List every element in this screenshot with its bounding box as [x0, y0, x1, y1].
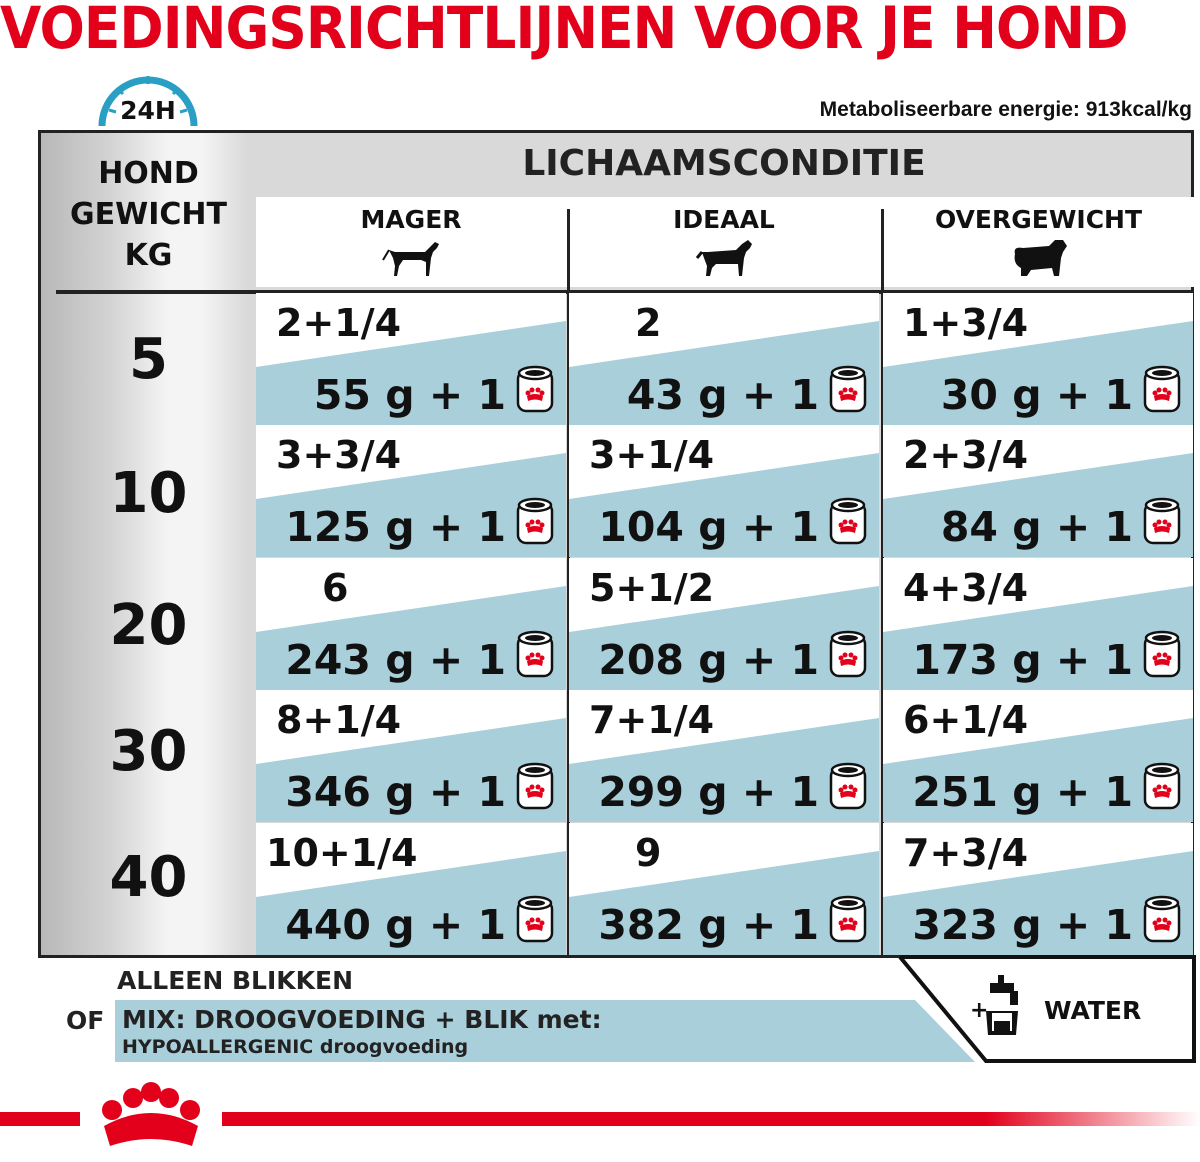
feeding-cell	[883, 425, 1193, 557]
feeding-cell	[883, 690, 1193, 822]
wet-food-amount: 299 g + 1	[598, 768, 819, 816]
wet-food-amount: 440 g + 1	[285, 901, 506, 949]
wet-food-amount: 346 g + 1	[285, 768, 506, 816]
feeding-cell	[256, 425, 566, 557]
feeding-cell	[883, 823, 1193, 955]
footer-band	[0, 1080, 1200, 1162]
feeding-cell	[256, 558, 566, 690]
legend-dry-food: HYPOALLERGENIC droogvoeding	[122, 1036, 469, 1058]
clock-24h-icon	[95, 66, 201, 132]
feeding-cell	[569, 823, 879, 955]
wet-food-amount: 243 g + 1	[285, 636, 506, 684]
can-icon	[829, 497, 867, 547]
can-icon	[1143, 365, 1181, 415]
feeding-table	[38, 130, 1194, 958]
can-icon	[1143, 497, 1181, 547]
dry-food-cups: 2+1/4	[276, 301, 402, 345]
weight-header-line: KG	[124, 238, 173, 273]
legend-cans-only: ALLEEN BLIKKEN	[117, 966, 354, 995]
can-icon	[829, 762, 867, 812]
can-icon	[516, 895, 554, 945]
dry-food-cups: 2+3/4	[903, 433, 1029, 477]
feeding-cell	[256, 293, 566, 425]
wet-food-amount: 251 g + 1	[912, 768, 1133, 816]
feeding-cell	[569, 558, 879, 690]
can-icon	[1143, 895, 1181, 945]
column-label: OVERGEWICHT	[934, 205, 1143, 234]
wet-food-amount: 104 g + 1	[598, 503, 819, 551]
thin-dog-icon	[381, 236, 441, 280]
weight-value: 5	[129, 327, 168, 392]
feeding-grid	[256, 293, 1194, 955]
wet-food-amount: 30 g + 1	[940, 371, 1133, 419]
dry-food-cups: 7+1/4	[589, 698, 715, 742]
column-header-mager	[256, 197, 566, 287]
column-header-ideaal	[569, 197, 879, 287]
column-label: IDEAAL	[673, 205, 775, 234]
feeding-cell	[883, 558, 1193, 690]
feeding-cell	[256, 823, 566, 955]
crown-logo-icon	[102, 1082, 200, 1146]
dry-food-cups: 10+1/4	[266, 831, 418, 875]
feeding-cell	[569, 293, 879, 425]
dry-food-cups: 8+1/4	[276, 698, 402, 742]
weight-header-line: GEWICHT	[70, 197, 227, 232]
dry-food-cups: 6	[322, 566, 349, 610]
feeding-cell	[569, 690, 879, 822]
clock-label: 24H	[120, 96, 176, 125]
page-title: VOEDINGSRICHTLIJNEN VOOR JE HOND	[0, 0, 1128, 62]
ideal-dog-icon	[694, 236, 754, 280]
weight-value: 10	[109, 461, 188, 526]
dry-food-cups: 6+1/4	[903, 698, 1029, 742]
can-icon	[1143, 630, 1181, 680]
wet-food-amount: 382 g + 1	[598, 901, 819, 949]
wet-food-amount: 208 g + 1	[598, 636, 819, 684]
weight-value: 30	[109, 719, 188, 784]
can-icon	[829, 365, 867, 415]
dry-food-cups: 7+3/4	[903, 831, 1029, 875]
dry-food-cups: 2	[635, 301, 662, 345]
weight-header-line: HOND	[98, 156, 199, 191]
column-headers	[256, 197, 1194, 287]
energy-value: Metaboliseerbare energie: 913kcal/kg	[819, 98, 1192, 121]
water-label: WATER	[1044, 996, 1142, 1025]
can-icon	[516, 630, 554, 680]
can-icon	[516, 365, 554, 415]
wet-food-amount: 43 g + 1	[626, 371, 819, 419]
dry-food-cups: 4+3/4	[903, 566, 1029, 610]
dry-food-cups: 5+1/2	[589, 566, 715, 610]
dry-food-cups: 3+3/4	[276, 433, 402, 477]
feeding-cell	[883, 293, 1193, 425]
legend-mix: MIX: DROOGVOEDING + BLIK met:	[122, 1005, 602, 1034]
column-header-overgewicht	[883, 197, 1194, 287]
can-icon	[516, 497, 554, 547]
wet-food-amount: 323 g + 1	[912, 901, 1133, 949]
dry-food-cups: 1+3/4	[903, 301, 1029, 345]
weight-value: 40	[109, 845, 188, 910]
wet-food-amount: 84 g + 1	[940, 503, 1133, 551]
condition-header: LICHAAMSCONDITIE	[522, 143, 926, 184]
wet-food-amount: 55 g + 1	[313, 371, 506, 419]
weight-column-header	[61, 153, 236, 276]
can-icon	[516, 762, 554, 812]
can-icon	[829, 630, 867, 680]
legend-or: OF	[66, 1006, 105, 1035]
overweight-dog-icon	[1009, 236, 1069, 280]
can-icon	[829, 895, 867, 945]
feeding-cell	[256, 690, 566, 822]
plus-sign: +	[970, 998, 989, 1023]
can-icon	[1143, 762, 1181, 812]
dry-food-cups: 9	[635, 831, 662, 875]
column-label: MAGER	[360, 205, 462, 234]
feeding-cell	[569, 425, 879, 557]
wet-food-amount: 173 g + 1	[912, 636, 1133, 684]
wet-food-amount: 125 g + 1	[285, 503, 506, 551]
dry-food-cups: 3+1/4	[589, 433, 715, 477]
weight-value: 20	[109, 593, 188, 658]
